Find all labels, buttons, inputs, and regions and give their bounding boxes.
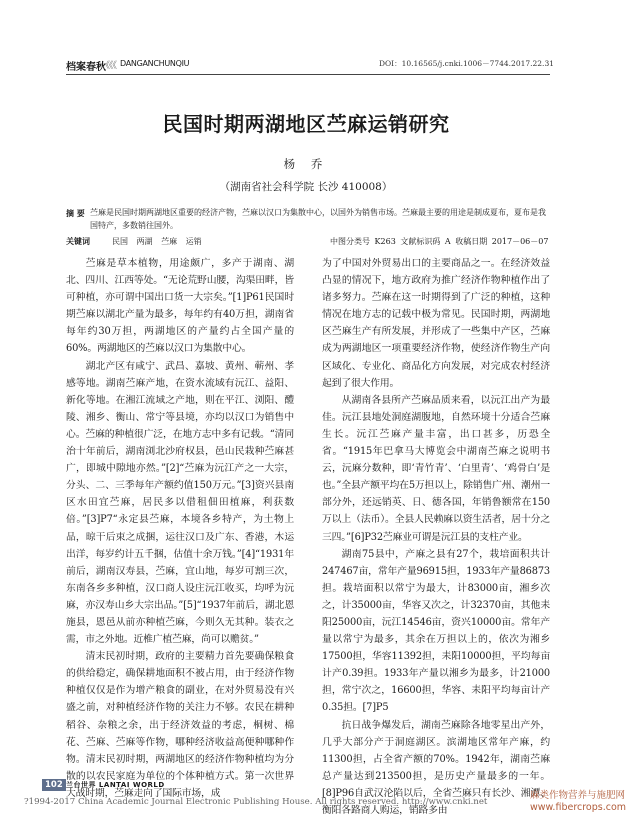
body-column-left bbox=[66, 255, 294, 802]
journal-name: 兰台世界 LANTAI WORLD bbox=[66, 781, 165, 789]
author-affiliation: （湖南省社会科学院 长沙 410008） bbox=[219, 181, 393, 193]
body-paragraph: 湖南75县中，产麻之县有27个，栽培面积共计247467亩，常年产量96915担，1933年产量86873担。栽培面积以常宁为最大，计83000亩，湘乡次之，计35000亩，华容又次之，计32370亩，其他耒阳25000亩，沅江14546亩，资兴10000亩。常年产量以常宁为最多，其余在万担以上的，依次为湘乡17500担，华容11392担，耒阳10000担，平均每亩计产0.39担。1933年产量以湘乡为最多，计21000担，常宁次之，16600担，华容、耒阳平均每亩计产0.35担。[7]P5 bbox=[322, 548, 550, 714]
abstract-text: 苎麻是民国时期两湖地区重要的经济产物，苎麻以汉口为集散中心，以国外为销售市场。苎麻最主要的用途是制成夏布，夏布是我国特产，多数销往国外。 bbox=[90, 208, 546, 230]
copyright-notice: ?1994-2017 China Academic Journal Electronic Publishing House. All rights reserved. http://www.cnki.net bbox=[24, 797, 488, 807]
body-paragraph: 清末民初时期，政府的主要精力首先要确保粮食的供给稳定，确保耕地面积不被占用，由于经济作物种植仅仅是作为增产粮食的副业，在对外贸易没有兴盛之前，对种植经济作物的关注力不够。农民在耕种稻谷、杂粮之余，出于经济效益的考虑，桐树、棉花、苎麻、苎麻等作物，哪种经济收益高便种哪种作物。清末民初时期，两湖地区的经济作物种植均为分散的以农民家庭为单位的个体种植方式。第一次世界大战时期，苎麻走向了国际市场，成 bbox=[66, 651, 294, 799]
header-rule bbox=[66, 74, 550, 75]
doi-label[interactable]: DOI：10.16565/j.cnki.1006－7744.2017.22.31 bbox=[378, 59, 554, 68]
journal-column-name: 档案春秋 bbox=[66, 62, 106, 73]
body-paragraph: 抗日战争爆发后，湖南苎麻除各地零星出产外，几乎大部分产于洞庭湖区。滨湖地区常年产麻，约11300担，占全省产额的70%。1942年，湖南苎麻总产量达到213500担，是历史产量最多的一年。[8]P96自武汉沦陷以后，全省苎麻只有长沙、湘潭、衡阳各路商人购运，销路多由 bbox=[322, 719, 550, 816]
keywords-text: 民国 两湖 苎麻 运销 bbox=[112, 237, 202, 246]
journal-column-name-en: DANGANCHUNQIU bbox=[120, 59, 190, 68]
author-name: 杨 乔 bbox=[283, 157, 329, 171]
classification-info: 中图分类号 K263 文献标识码 A 收稿日期 2017－06－07 bbox=[330, 237, 549, 246]
body-paragraph: 为了中国对外贸易出口的主要商品之一。在经济效益凸显的情况下，地方政府为推广经济作物种植作出了诸多努力。苎麻在这一时期得到了广泛的种植，这种情况在地方志的记载中极为常见。民国时期，两湖地区苎麻生产有所发展，并形成了一些集中产区，苎麻成为两湖地区一项重要经济作物，使经济作物生产向区域化、专业化、商品化方向发展，对完成农村经济起到了很大作用。 bbox=[322, 258, 550, 389]
body-paragraph: 苎麻是草本植物，用途颇广，多产于湖南、湖北、四川、江西等处。“无论荒野山腰，沟渠田畔，皆可种植，亦可谓中国出口货一大宗矣。”[1]P61民国时期苎麻以湖北产量为最多，每年约有40万担，湖南省每年约30万担，两湖地区的产量约占全国产量的60%。两湖地区的苎麻以汉口为集散中心。 bbox=[66, 258, 294, 355]
article-title: 民国时期两湖地区苎麻运销研究 bbox=[162, 112, 450, 136]
body-paragraph: 从湖南各县所产苎麻品质来看，以沅江出产为最佳。沅江县地处洞庭湖腹地，自然环境十分适合苎麻生长。沅江苎麻产量丰富，出口甚多，历恐全省。“1915年巴拿马大博览会中湖南苎麻之说明书云，沅麻分数种，即‘青竹青’、‘白里青’、‘鸡骨白’是也。”全县产额平均在5万担以上，除销售广州、潮州一部分外，还远销英、日、德各国，年销鲁额常在150万以上（法币）。全县人民赖麻以资生活者，居十分之三四。”[6]P32苎麻业可谓是沅江县的支柱产业。 bbox=[322, 394, 550, 543]
watermark bbox=[530, 790, 626, 814]
abstract-label: 摘 要 bbox=[66, 209, 85, 218]
watermark-url[interactable]: www.fibercrops.com bbox=[530, 802, 626, 813]
keywords-label: 关键词 bbox=[66, 237, 90, 246]
chevrons-left-icon: 《《《 bbox=[101, 61, 117, 71]
body-paragraph: 湖北产区有咸宁、武昌、嘉坡、黄州、蕲州、孝感等地。湖南苎麻产地，在资水流域有沅江、益阳、新化等地。在湘江流域之产地，则在平江、浏阳、醴陵、湘乡、衡山、常宁等县境，亦均以汉口为销售中心。苎麻的种植很广泛，在地方志中多有记载。“清同治十年前后，湖南浏北沙府权县，邑山民栽种苎麻甚广，即城中隙地亦然。”[2]“苎麻为沅江产之一大宗，分头、二、三季每年产额约值150万元。”[3]资兴县南区水田宜苎麻，居民多以借租佃田植麻，利获数倍。”[3]P7“永定县苎麻，本境各乡特产，为土物上品，晾干后束之成捆，运往汉口及广东、香港，木运出洋，每岁约计五千捆，估值十余万钱。”[4]“1931年前后，湖南汉寿县，苎麻，宜山地，每岁可割三次，东南各乡多种植，汉口商人设庄沅江收买，均呼为沅麻，亦汉寿山乡大宗出品。”[5]“1937年前后，湖北恩施县，恩邑从前亦种植苎麻，今则久无其种。装衣之需，市之外地。近椎广植苎麻，尚可以赡贫。” bbox=[66, 360, 294, 646]
page-number: 102 bbox=[42, 779, 66, 791]
body-column-right bbox=[322, 255, 550, 819]
watermark-line: 麻类作物营养与施肥网 bbox=[530, 790, 626, 801]
